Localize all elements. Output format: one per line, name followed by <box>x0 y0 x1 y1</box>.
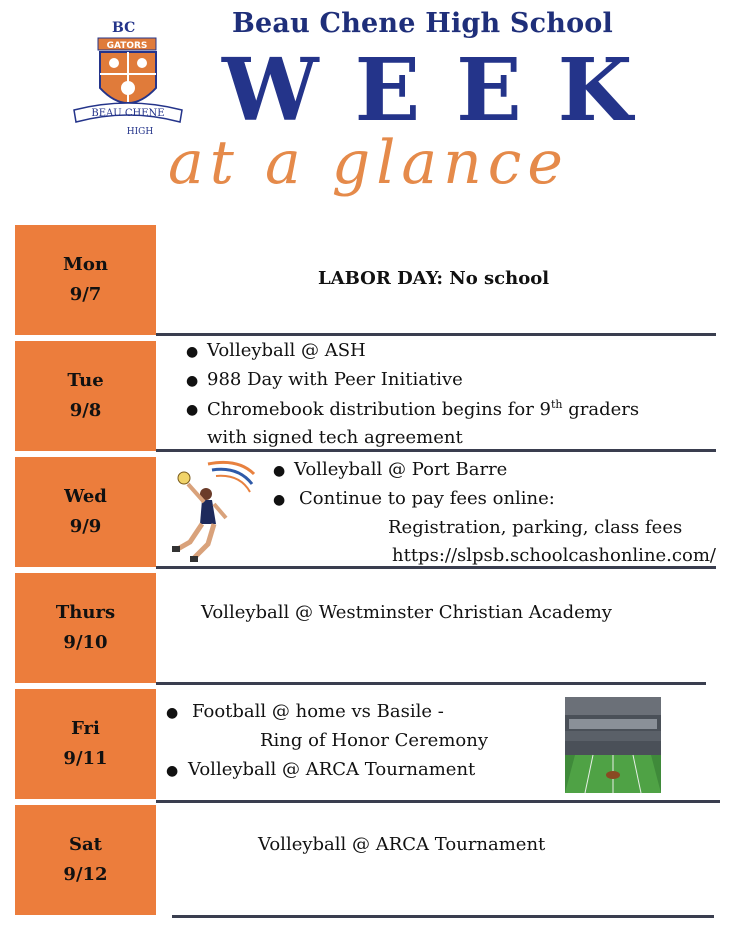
row-divider <box>172 915 714 918</box>
day-date: 9/11 <box>63 748 108 769</box>
day-label: Mon <box>62 254 109 275</box>
event-item: Volleyball @ ARCA Tournament <box>188 759 476 780</box>
day-date: 9/12 <box>63 864 108 885</box>
week-title: WEEK <box>222 40 669 141</box>
day-cell-mon <box>15 225 156 335</box>
row-divider <box>156 682 706 685</box>
row-divider <box>156 566 716 569</box>
svg-text:GATORS: GATORS <box>106 41 148 51</box>
row-divider <box>156 449 716 452</box>
day-label: Sat <box>69 834 102 855</box>
day-cell-fri <box>15 689 156 799</box>
day-cell-thurs <box>15 573 156 683</box>
event-item-continued: with signed tech agreement <box>207 427 463 448</box>
volleyball-player-icon <box>168 458 256 564</box>
row-divider <box>156 333 716 336</box>
day-date: 9/9 <box>69 516 102 537</box>
event-item: Volleyball @ ASH <box>207 340 366 361</box>
fees-link[interactable]: https://slpsb.schoolcashonline.com/ <box>392 545 716 566</box>
day-date: 9/8 <box>69 400 102 421</box>
day-label: Tue <box>67 370 104 391</box>
football-stadium-icon <box>565 697 661 793</box>
day-cell-tue <box>15 341 156 451</box>
event-item: Volleyball @ Westminster Christian Academy <box>201 602 612 623</box>
day-label: Wed <box>64 486 107 507</box>
day-date: 9/10 <box>63 632 108 653</box>
event-item: Volleyball @ Port Barre <box>294 459 508 480</box>
event-item: Continue to pay fees online: <box>299 488 555 509</box>
event-item: 988 Day with Peer Initiative <box>207 369 463 390</box>
event-item: Chromebook distribution begins for 9th graders <box>207 398 640 420</box>
svg-text:BC: BC <box>112 20 136 36</box>
day-date: 9/7 <box>69 284 102 305</box>
svg-text:HIGH: HIGH <box>126 127 154 137</box>
day-label: Thurs <box>55 602 116 623</box>
svg-text:BEAU CHENE: BEAU CHENE <box>91 108 165 119</box>
school-name: Beau Chene High School <box>232 8 613 39</box>
event-item-continued: Ring of Honor Ceremony <box>260 730 489 751</box>
event-item: Football @ home vs Basile - <box>192 701 444 722</box>
day-label: Fri <box>71 718 100 739</box>
day-cell-sat <box>15 805 156 915</box>
day-cell-wed <box>15 457 156 567</box>
row-divider <box>156 800 720 803</box>
event-labor-day: LABOR DAY: No school <box>318 268 550 289</box>
event-item: Volleyball @ ARCA Tournament <box>258 834 546 855</box>
event-item-detail: Registration, parking, class fees <box>388 517 683 538</box>
at-a-glance-title: at a glance <box>168 128 569 198</box>
